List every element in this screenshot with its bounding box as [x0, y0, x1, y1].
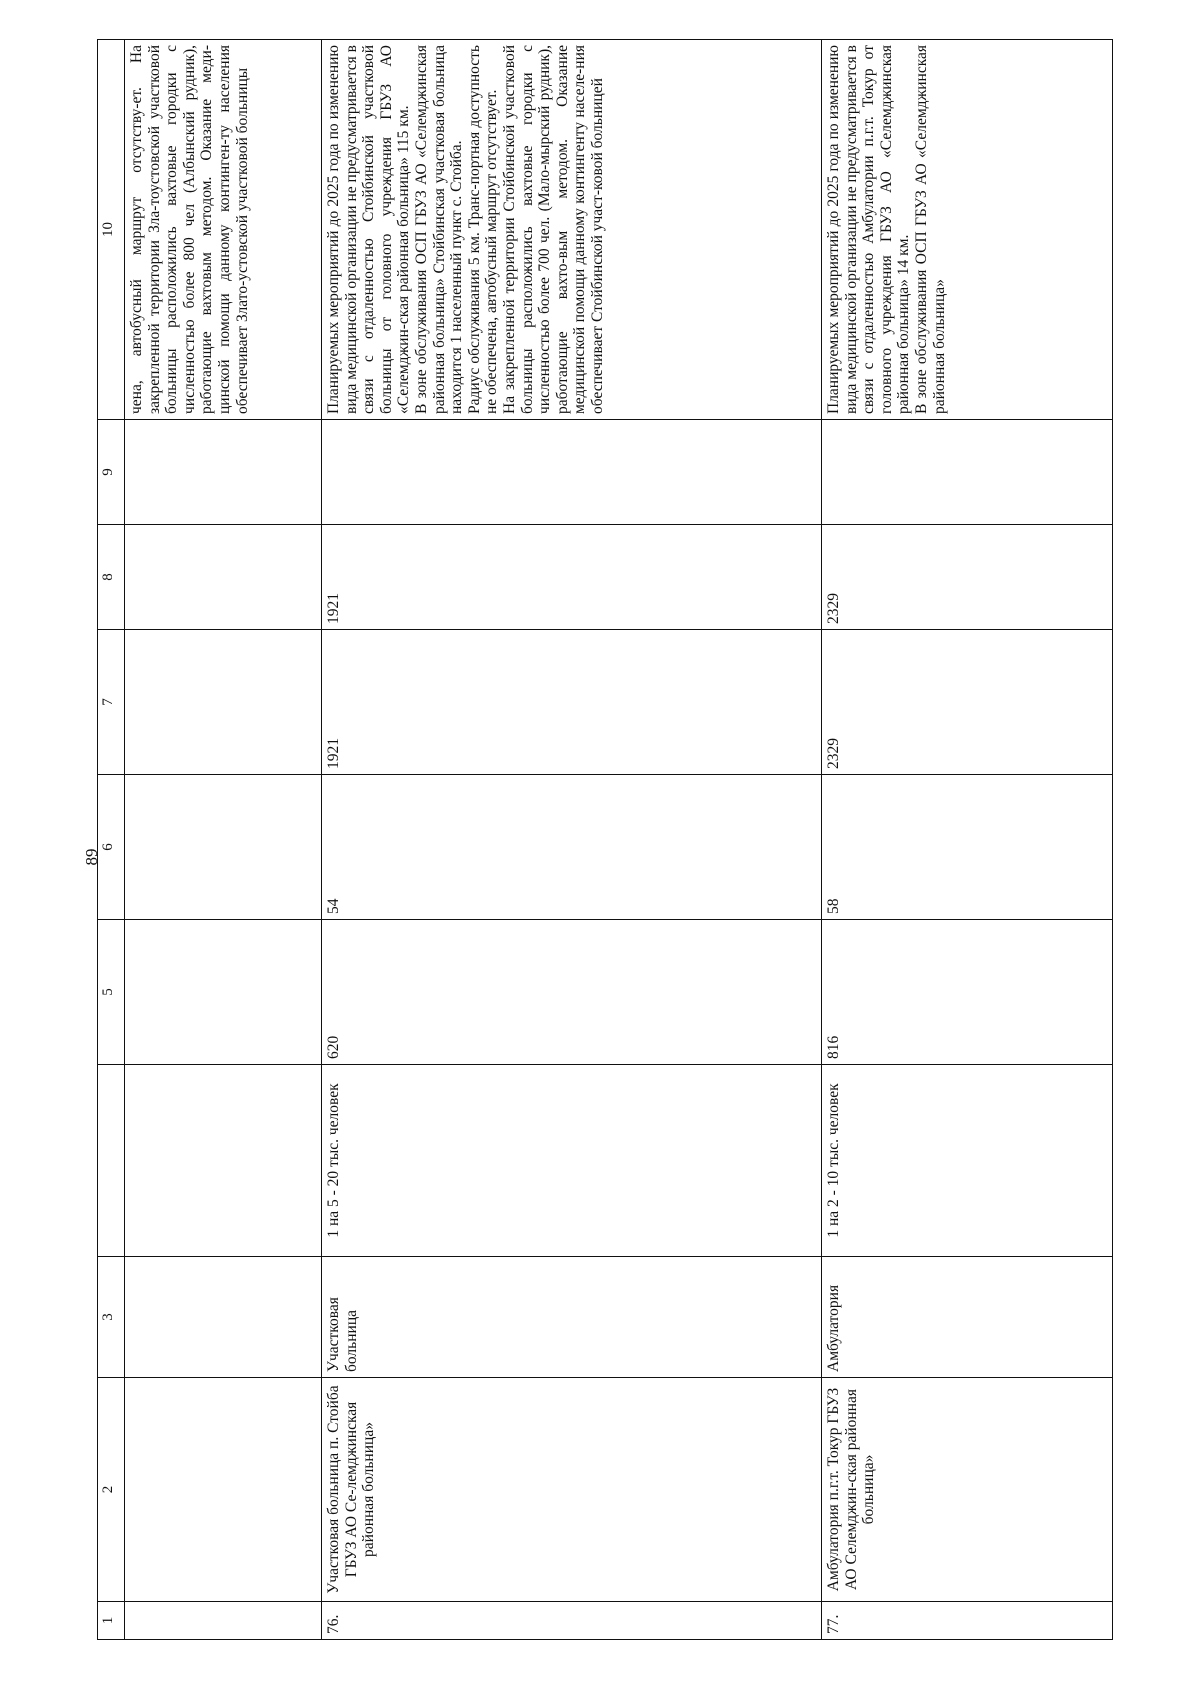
cell-col6 — [125, 775, 322, 920]
cell-col9 — [322, 420, 822, 525]
cell-facility: Участковая больница п. Стойба ГБУЗ АО Се-лемджинская районная больница» — [322, 1378, 822, 1602]
table-row — [322, 40, 822, 1640]
cell-notes: чена, автобусный маршрут отсутству-ет. На закрепленной территории Зла-тоустовской участковой больницы расположились вахтовые городки с численностью более 800 чел (Албынский рудник), работающие вахтовым методом. Оказание меди-цинской помощи данному континген-ту населения обеспечивает Злато-устовской участковой больницы — [125, 40, 322, 420]
header-cell: 9 — [98, 420, 125, 525]
header-row — [98, 40, 125, 1640]
cell-col6: 58 — [822, 775, 1113, 920]
facility-table — [97, 39, 1113, 1640]
cell-type — [125, 1257, 322, 1378]
cell-col5: 816 — [822, 920, 1113, 1065]
header-cell: 8 — [98, 525, 125, 630]
cell-number: 77. — [822, 1602, 1113, 1640]
cell-col7: 1921 — [322, 630, 822, 775]
cell-col7 — [125, 630, 322, 775]
page-number: 89 — [82, 848, 101, 866]
cell-col8: 2329 — [822, 525, 1113, 630]
header-cell — [98, 1065, 125, 1257]
header-cell: 3 — [98, 1257, 125, 1378]
table-row — [822, 40, 1113, 1640]
cell-norm: 1 на 2 - 10 тыс. человек — [822, 1065, 1113, 1257]
table-row — [125, 40, 322, 1640]
header-cell: 10 — [98, 40, 125, 420]
cell-type: Амбулатория — [822, 1257, 1113, 1378]
header-cell: 1 — [98, 1602, 125, 1640]
cell-col6: 54 — [322, 775, 822, 920]
cell-facility — [125, 1378, 322, 1602]
cell-norm: 1 на 5 - 20 тыс. человек — [322, 1065, 822, 1257]
header-cell: 2 — [98, 1378, 125, 1602]
cell-col7: 2329 — [822, 630, 1113, 775]
cell-facility: Амбулатория п.г.т. Токур ГБУЗ АО Селемджин-ская районная больница» — [822, 1378, 1113, 1602]
cell-col5: 620 — [322, 920, 822, 1065]
rotated-table-wrapper — [97, 40, 1113, 1640]
header-cell: 5 — [98, 920, 125, 1065]
cell-col9 — [125, 420, 322, 525]
cell-col8: 1921 — [322, 525, 822, 630]
cell-notes: Планируемых мероприятий до 2025 года по изменению вида медицинской организации не предусматривается в связи с отдаленностью Стойбинской участковой больницы от головного учреждения ГБУЗ АО «Селемджин-ская районная больница» 115 км. В зоне обслуживания ОСП ГБУЗ АО «Селемджинская районная больница» Стойбинская участковая больница находится 1 населенный пункт с. Стойба. Радиус обслуживания 5 км. Транс-портная доступность не обеспечена, автобусный маршрут отсутствует. На закрепленной территории Стойбинской участковой больницы расположились вахтовые городки с численностью более 700 чел. (Мало-мырский рудник), работающие вахто-вым методом. Оказание медицинской помощи данному контингенту населе-ния обеспечивает Стойбинской участ-ковой больницей — [322, 40, 822, 420]
cell-number: 76. — [322, 1602, 822, 1640]
cell-col9 — [822, 420, 1113, 525]
cell-col5 — [125, 920, 322, 1065]
header-cell: 7 — [98, 630, 125, 775]
cell-norm — [125, 1065, 322, 1257]
header-cell: 6 — [98, 775, 125, 920]
cell-notes: Планируемых мероприятий до 2025 года по изменению вида медицинской организации не предусматривается в связи с отдаленностью Амбулатории п.г.т. Токур от головного учреждения ГБУЗ АО «Селемджинская районная больница» 14 км. В зоне обслуживания ОСП ГБУЗ АО «Селемджинская районная больница» — [822, 40, 1113, 420]
cell-col8 — [125, 525, 322, 630]
cell-number — [125, 1602, 322, 1640]
cell-type: Участковая больница — [322, 1257, 822, 1378]
